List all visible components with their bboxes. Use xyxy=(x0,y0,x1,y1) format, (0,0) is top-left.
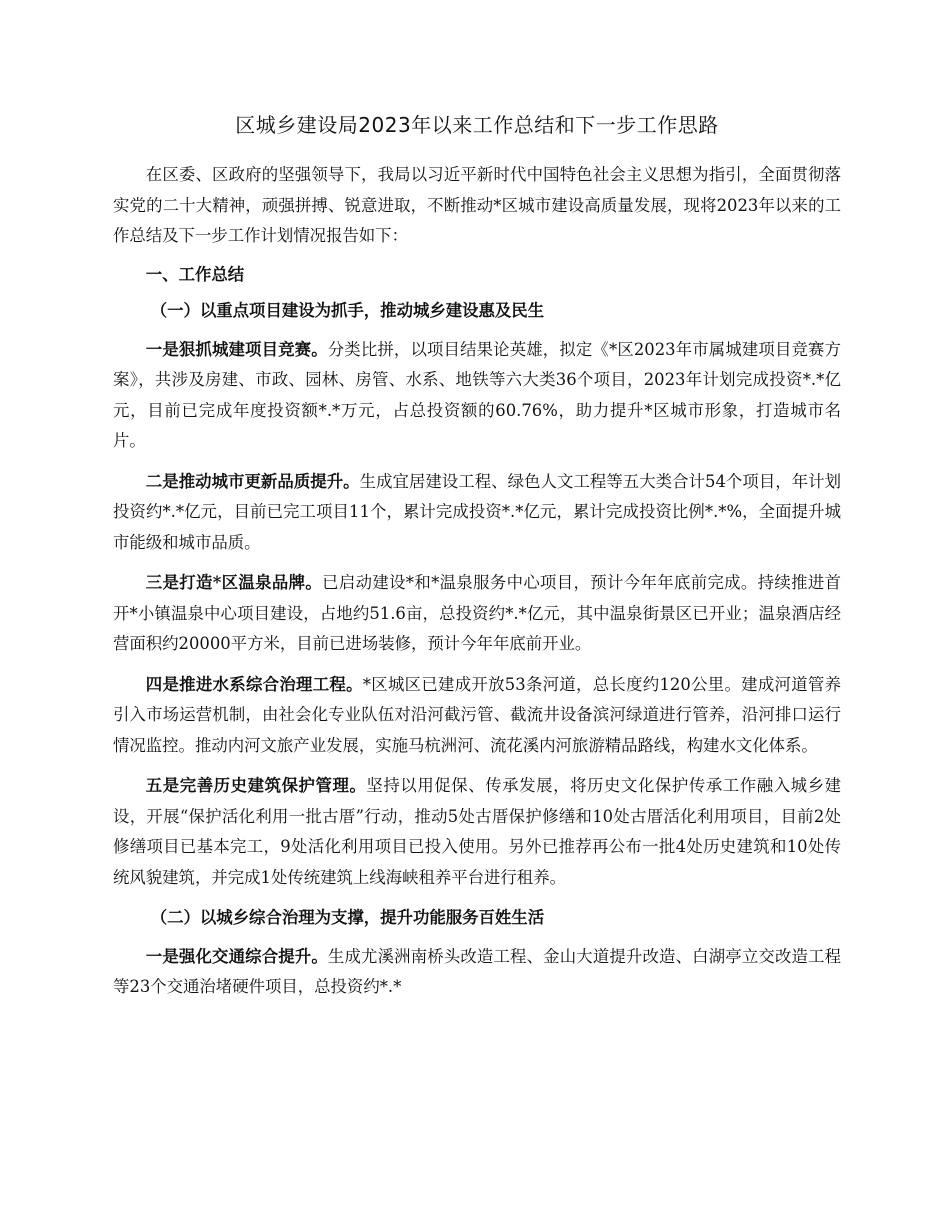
item-lead: 一是强化交通综合提升。 xyxy=(145,946,328,966)
item-paragraph xyxy=(113,568,841,660)
item-paragraph xyxy=(113,335,841,457)
item-body: 坚持以用促保、传承发展，将历史文化保护传承工作融入城乡建设，开展“保护活化利用一批古厝”行动，推动5处古厝保护修缮和10处古厝活化利用项目，目前2处修缮项目已基本完工，9处活化利用项目已投入使用。另外已推荐再公布一批4处历史建筑和10处传统风貌建筑，并完成1处传统建筑上线海峡租养平台进行租养。 xyxy=(113,776,842,887)
item-paragraph xyxy=(113,670,841,762)
item-lead: 一是狠抓城建项目竞赛。 xyxy=(145,339,328,359)
item-body: *区城区已建成开放53条河道，总长度约120公里。建成河道管养引入市场运营机制，由社会化专业队伍对沿河截污管、截流井设备滨河绿道进行管养，沿河排口运行情况监控。推动内河文旅产业发展，实施马杭洲河、流花溪内河旅游精品路线，构建水文化体系。 xyxy=(113,674,841,755)
item-lead: 三是打造*区温泉品牌。 xyxy=(145,573,323,592)
item-lead: 二是推动城市更新品质提升。 xyxy=(145,471,360,491)
item-body: 已启动建设*和*温泉服务中心项目，预计今年年底前完成。持续推进首开*小镇温泉中心项目建设，占地约51.6亩，总投资约*.*亿元，其中温泉街景区已开业；温泉酒店经营面积约20000平方米，目前已进场装修，预计今年年底前开业。 xyxy=(113,573,842,653)
item-lead: 五是完善历史建筑保护管理。 xyxy=(145,776,367,795)
item-paragraph xyxy=(113,771,841,893)
document-page xyxy=(113,110,841,1011)
document-title: 区城乡建设局2023年以来工作总结和下一步工作思路 xyxy=(235,113,719,137)
item-paragraph xyxy=(113,942,841,1003)
subsection-heading-1: （一）以重点项目建设为抓手，推动城乡建设惠及民生 xyxy=(150,301,545,320)
item-lead: 四是推进水系综合治理工程。 xyxy=(145,674,363,694)
intro-paragraph: 在区委、区政府的坚强领导下，我局以习近平新时代中国特色社会主义思想为指引，全面贯彻落实党的二十大精神，顽强拼搏、锐意进取，不断推动*区城市建设高质量发展，现将2023年以来的工作总结及下一步工作计划情况报告如下： xyxy=(113,165,841,245)
item-paragraph xyxy=(113,467,841,559)
section-heading-work-summary: 一、工作总结 xyxy=(145,264,245,284)
item-body: 分类比拼，以项目结果论英雄，拟定《*区2023年市属城建项目竞赛方案》，共涉及房建、市政、园林、房管、水系、地铁等六大类36个项目，2023年计划完成投资*.*亿元，目前已完成年度投资额*.*万元，占总投资额的60.76%，助力提升*区城市形象，打造城市名片。 xyxy=(113,339,841,450)
subsection-heading-2: （二）以城乡综合治理为支撑，提升功能服务百姓生活 xyxy=(150,908,545,927)
item-body: 生成宜居建设工程、绿色人文工程等五大类合计54个项目，年计划投资约*.*亿元，目前已完工项目11个，累计完成投资*.*亿元，累计完成投资比例*.*%，全面提升城市能级和城市品质。 xyxy=(113,471,842,552)
item-body: 生成尤溪洲南桥头改造工程、金山大道提升改造、白湖亭立交改造工程等23个交通治堵硬件项目，总投资约*.* xyxy=(113,946,842,996)
